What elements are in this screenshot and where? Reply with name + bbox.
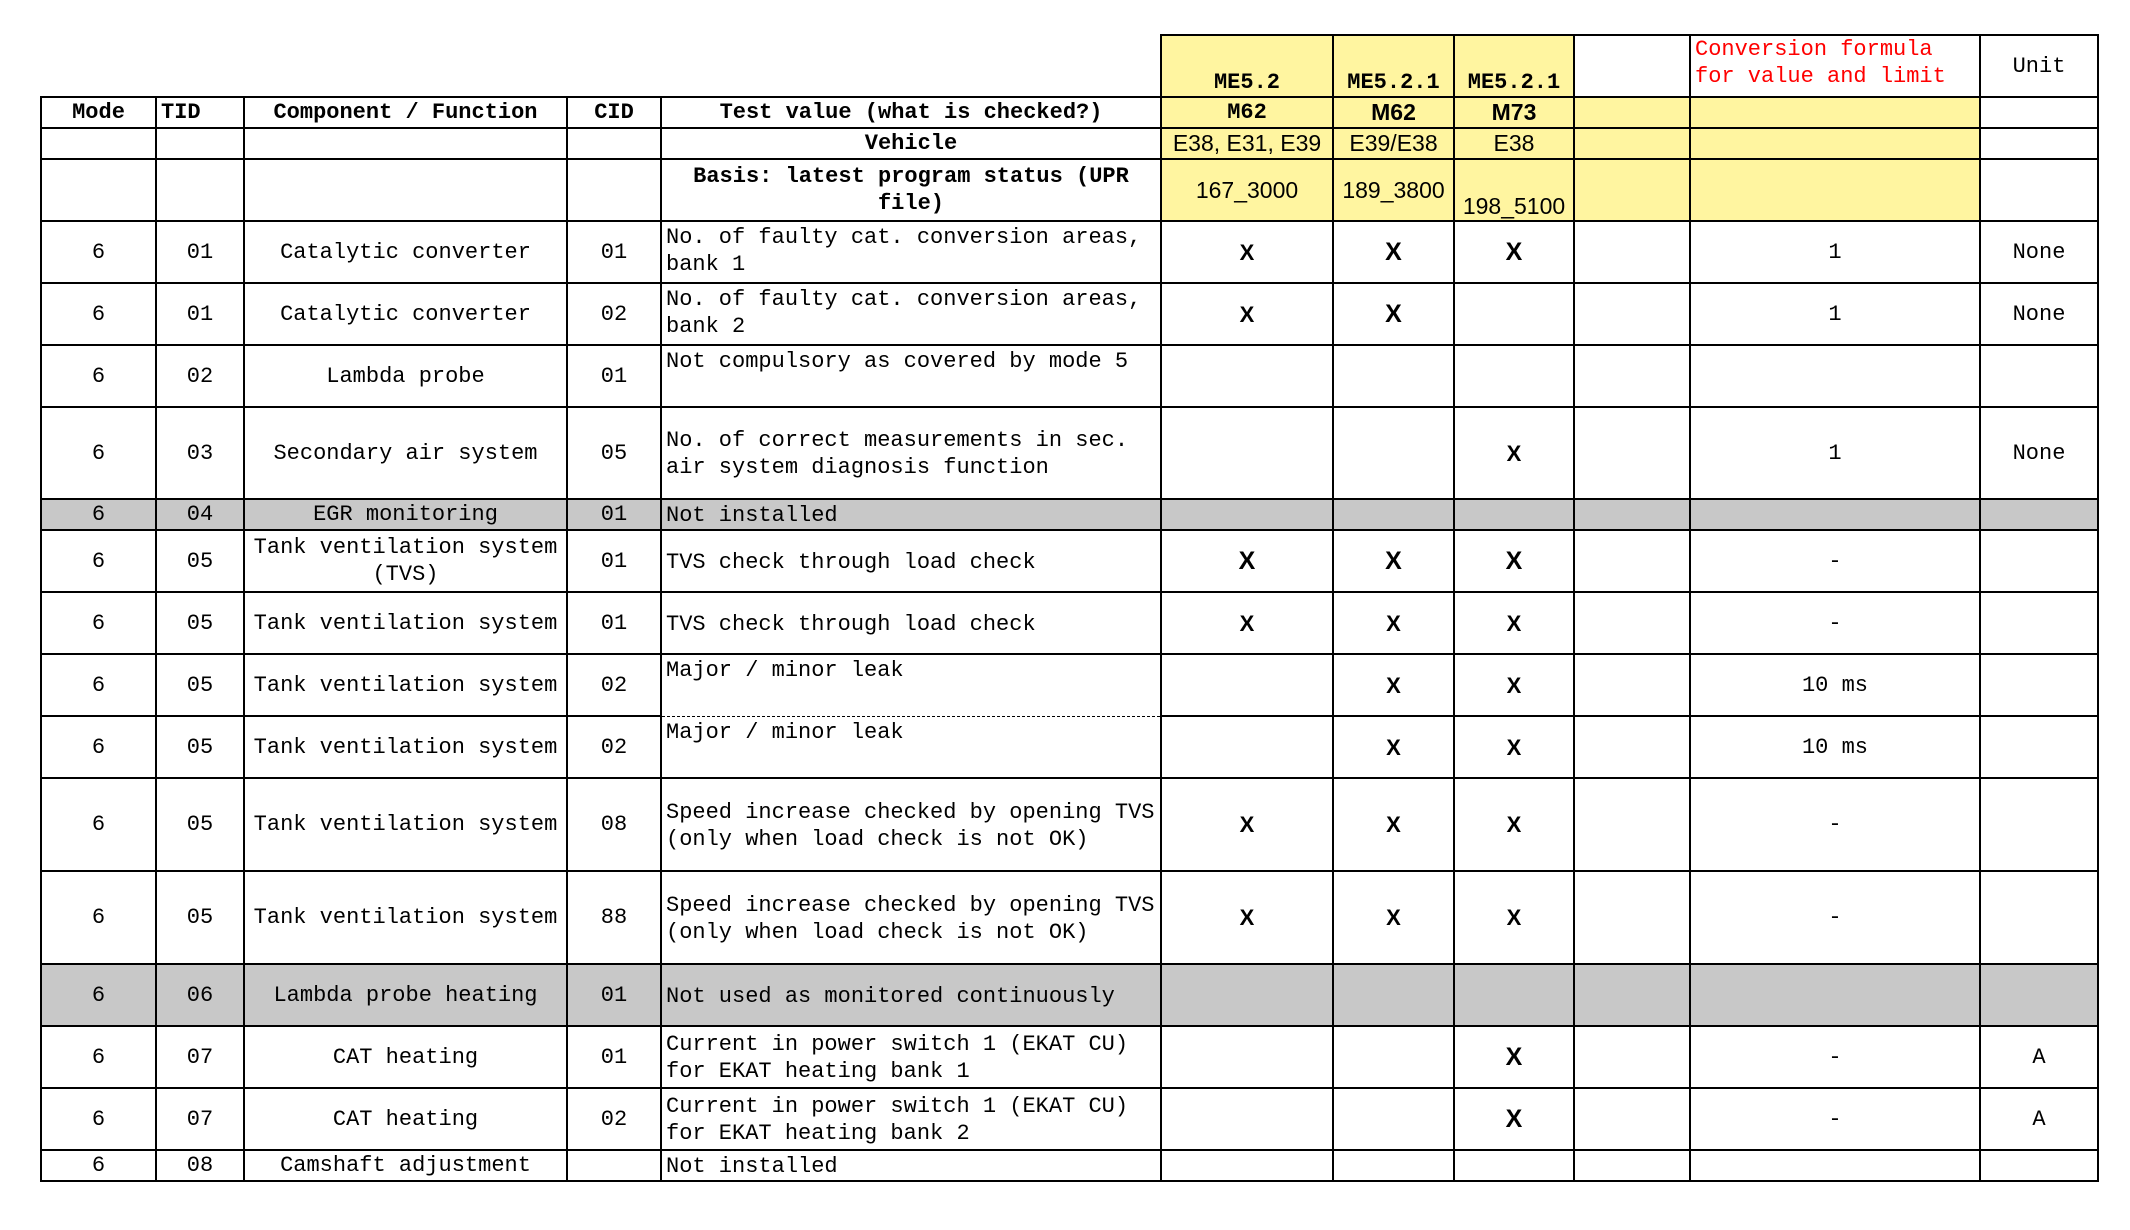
yellow-cell: [1690, 159, 1980, 221]
header-vehicle-row: [41, 128, 2098, 159]
cell-conversion: [1690, 964, 1980, 1026]
table-row: [41, 283, 2098, 345]
cell-mode: 6: [41, 964, 156, 1026]
cell-mode: 6: [41, 499, 156, 530]
yellow-cell: [1574, 128, 1690, 159]
cell-component: Tank ventilation system: [244, 592, 567, 654]
cell-test-value: Not compulsory as covered by mode 5: [661, 345, 1161, 407]
cell-unit: [1980, 499, 2098, 530]
cell-check-3: X: [1454, 778, 1574, 871]
cell-test-value: No. of faulty cat. conversion areas, bank 1: [661, 221, 1161, 283]
cell-unit: A: [1980, 1026, 2098, 1088]
col-cid: CID: [567, 97, 661, 128]
cell-check-3: X: [1454, 1088, 1574, 1150]
cell-test-value: Not installed: [661, 499, 1161, 530]
table-row: [41, 716, 2098, 778]
cell-tid: 05: [156, 530, 244, 592]
basis-label: Basis: latest program status (UPR file): [661, 159, 1161, 221]
cell-component: Lambda probe: [244, 345, 567, 407]
ecu-1: ME5.2: [1161, 35, 1333, 97]
cell-unit: [1980, 654, 2098, 716]
empty-cell: [1574, 592, 1690, 654]
col-tid: TID: [156, 97, 244, 128]
header-empty: [1574, 35, 1690, 97]
header-ecu-row: [41, 35, 2098, 97]
cell-test-value: Not installed: [661, 1150, 1161, 1181]
cell-check-1: [1161, 407, 1333, 499]
cell-check-2: [1333, 499, 1454, 530]
basis-1: 167_3000: [1161, 159, 1333, 221]
ecu-3: ME5.2.1: [1454, 35, 1574, 97]
cell-check-3: X: [1454, 530, 1574, 592]
cell-check-3: X: [1454, 407, 1574, 499]
obd-mode6-table: [40, 34, 2099, 1182]
cell-mode: 6: [41, 654, 156, 716]
empty-cell: [567, 159, 661, 221]
cell-conversion: -: [1690, 871, 1980, 964]
cell-tid: 01: [156, 283, 244, 345]
cell-unit: [1980, 1150, 2098, 1181]
cell-component: Tank ventilation system: [244, 871, 567, 964]
table-row: [41, 964, 2098, 1026]
cell-conversion: [1690, 1150, 1980, 1181]
cell-check-3: [1454, 964, 1574, 1026]
table-row: [41, 778, 2098, 871]
cell-check-1: [1161, 716, 1333, 778]
ecu-2: ME5.2.1: [1333, 35, 1454, 97]
cell-tid: 02: [156, 345, 244, 407]
empty-cell: [1574, 345, 1690, 407]
cell-check-2: X: [1333, 778, 1454, 871]
cell-check-1: X: [1161, 221, 1333, 283]
cell-component: Tank ventilation system (TVS): [244, 530, 567, 592]
cell-mode: 6: [41, 1026, 156, 1088]
cell-tid: 05: [156, 716, 244, 778]
cell-tid: 06: [156, 964, 244, 1026]
cell-conversion: 10 ms: [1690, 654, 1980, 716]
cell-tid: 04: [156, 499, 244, 530]
cell-tid: 05: [156, 778, 244, 871]
empty-cell: [1574, 407, 1690, 499]
header-spacer: [41, 35, 1161, 97]
cell-component: Tank ventilation system: [244, 654, 567, 716]
engine-2: M62: [1333, 97, 1454, 128]
cell-unit: [1980, 778, 2098, 871]
cell-test-value: No. of faulty cat. conversion areas, bank 2: [661, 283, 1161, 345]
cell-conversion: [1690, 345, 1980, 407]
table-row: [41, 592, 2098, 654]
table-row: [41, 1150, 2098, 1181]
basis-3: 198_5100: [1454, 159, 1574, 221]
cell-test-value: Speed increase checked by opening TVS (only when load check is not OK): [661, 778, 1161, 871]
empty-cell: [1574, 654, 1690, 716]
cell-check-2: X: [1333, 592, 1454, 654]
cell-check-2: [1333, 1026, 1454, 1088]
cell-cid: 08: [567, 778, 661, 871]
cell-check-1: X: [1161, 530, 1333, 592]
empty-cell: [1980, 128, 2098, 159]
cell-unit: [1980, 964, 2098, 1026]
cell-conversion: 1: [1690, 221, 1980, 283]
vehicle-1: E38, E31, E39: [1161, 128, 1333, 159]
table-row: [41, 345, 2098, 407]
table-row: [41, 499, 2098, 530]
table-row: [41, 1088, 2098, 1150]
empty-cell: [1574, 716, 1690, 778]
engine-1: M62: [1161, 97, 1333, 128]
cell-component: CAT heating: [244, 1026, 567, 1088]
cell-check-1: [1161, 1150, 1333, 1181]
cell-mode: 6: [41, 778, 156, 871]
cell-test-value: Current in power switch 1 (EKAT CU) for EKAT heating bank 2: [661, 1088, 1161, 1150]
cell-test-value: Major / minor leak: [661, 716, 1161, 778]
empty-cell: [567, 128, 661, 159]
table-row: [41, 221, 2098, 283]
unit-header: Unit: [1980, 35, 2098, 97]
cell-component: Catalytic converter: [244, 221, 567, 283]
cell-component: EGR monitoring: [244, 499, 567, 530]
cell-check-1: X: [1161, 283, 1333, 345]
cell-cid: 02: [567, 283, 661, 345]
cell-tid: 05: [156, 871, 244, 964]
cell-conversion: 10 ms: [1690, 716, 1980, 778]
empty-cell: [1980, 97, 2098, 128]
cell-test-value: No. of correct measurements in sec. air system diagnosis function: [661, 407, 1161, 499]
empty-cell: [1574, 530, 1690, 592]
table-row: [41, 407, 2098, 499]
cell-check-3: X: [1454, 592, 1574, 654]
cell-conversion: [1690, 499, 1980, 530]
table-row: [41, 654, 2098, 716]
vehicle-3: E38: [1454, 128, 1574, 159]
cell-conversion: -: [1690, 592, 1980, 654]
table-row: [41, 871, 2098, 964]
cell-conversion: -: [1690, 778, 1980, 871]
cell-conversion: -: [1690, 1088, 1980, 1150]
col-component: Component / Function: [244, 97, 567, 128]
cell-component: CAT heating: [244, 1088, 567, 1150]
empty-cell: [1574, 221, 1690, 283]
cell-cid: 01: [567, 221, 661, 283]
cell-unit: None: [1980, 407, 2098, 499]
cell-cid: 01: [567, 345, 661, 407]
cell-check-2: X: [1333, 221, 1454, 283]
cell-test-value: Speed increase checked by opening TVS (only when load check is not OK): [661, 871, 1161, 964]
header-columns-row: [41, 97, 2098, 128]
cell-test-value: Not used as monitored continuously: [661, 964, 1161, 1026]
cell-conversion: -: [1690, 1026, 1980, 1088]
cell-mode: 6: [41, 407, 156, 499]
cell-unit: [1980, 871, 2098, 964]
cell-component: Tank ventilation system: [244, 778, 567, 871]
cell-mode: 6: [41, 1088, 156, 1150]
cell-unit: A: [1980, 1088, 2098, 1150]
cell-cid: 01: [567, 964, 661, 1026]
cell-check-1: X: [1161, 778, 1333, 871]
cell-check-2: X: [1333, 871, 1454, 964]
cell-check-3: X: [1454, 654, 1574, 716]
cell-unit: [1980, 530, 2098, 592]
cell-cid: 02: [567, 716, 661, 778]
yellow-cell: [1574, 159, 1690, 221]
empty-cell: [1574, 1088, 1690, 1150]
empty-cell: [244, 159, 567, 221]
empty-cell: [1574, 283, 1690, 345]
basis-2: 189_3800: [1333, 159, 1454, 221]
cell-cid: 01: [567, 1026, 661, 1088]
cell-check-1: [1161, 499, 1333, 530]
cell-component: Secondary air system: [244, 407, 567, 499]
cell-cid: [567, 1150, 661, 1181]
engine-3: M73: [1454, 97, 1574, 128]
cell-cid: 02: [567, 654, 661, 716]
empty-cell: [156, 159, 244, 221]
header-basis-row: [41, 159, 2098, 221]
cell-mode: 6: [41, 345, 156, 407]
cell-tid: 01: [156, 221, 244, 283]
cell-test-value: Major / minor leak: [661, 654, 1161, 716]
cell-check-3: [1454, 1150, 1574, 1181]
cell-unit: [1980, 345, 2098, 407]
cell-tid: 07: [156, 1088, 244, 1150]
cell-check-2: [1333, 964, 1454, 1026]
yellow-cell: [1574, 97, 1690, 128]
cell-tid: 05: [156, 592, 244, 654]
cell-conversion: -: [1690, 530, 1980, 592]
cell-cid: 01: [567, 592, 661, 654]
cell-mode: 6: [41, 871, 156, 964]
cell-cid: 01: [567, 499, 661, 530]
cell-mode: 6: [41, 716, 156, 778]
cell-check-3: X: [1454, 871, 1574, 964]
cell-check-2: X: [1333, 654, 1454, 716]
cell-check-1: [1161, 1026, 1333, 1088]
empty-cell: [1574, 871, 1690, 964]
cell-check-3: [1454, 345, 1574, 407]
cell-check-3: X: [1454, 221, 1574, 283]
cell-unit: None: [1980, 221, 2098, 283]
cell-tid: 03: [156, 407, 244, 499]
cell-check-2: X: [1333, 716, 1454, 778]
cell-check-1: X: [1161, 592, 1333, 654]
cell-mode: 6: [41, 221, 156, 283]
cell-test-value: TVS check through load check: [661, 592, 1161, 654]
cell-unit: [1980, 716, 2098, 778]
empty-cell: [1574, 964, 1690, 1026]
cell-check-2: [1333, 1150, 1454, 1181]
empty-cell: [41, 128, 156, 159]
cell-unit: [1980, 592, 2098, 654]
cell-check-3: [1454, 499, 1574, 530]
cell-conversion: 1: [1690, 407, 1980, 499]
table-row: [41, 1026, 2098, 1088]
cell-check-1: [1161, 654, 1333, 716]
cell-check-3: X: [1454, 1026, 1574, 1088]
cell-mode: 6: [41, 283, 156, 345]
conversion-header: Conversion formula for value and limit: [1690, 35, 1980, 97]
cell-mode: 6: [41, 592, 156, 654]
cell-component: Lambda probe heating: [244, 964, 567, 1026]
cell-check-1: [1161, 345, 1333, 407]
vehicle-2: E39/E38: [1333, 128, 1454, 159]
empty-cell: [1980, 159, 2098, 221]
cell-tid: 07: [156, 1026, 244, 1088]
cell-mode: 6: [41, 1150, 156, 1181]
empty-cell: [156, 128, 244, 159]
cell-cid: 88: [567, 871, 661, 964]
cell-unit: None: [1980, 283, 2098, 345]
cell-conversion: 1: [1690, 283, 1980, 345]
cell-tid: 08: [156, 1150, 244, 1181]
cell-test-value: TVS check through load check: [661, 530, 1161, 592]
col-mode: Mode: [41, 97, 156, 128]
cell-cid: 02: [567, 1088, 661, 1150]
cell-check-2: [1333, 345, 1454, 407]
vehicle-label: Vehicle: [661, 128, 1161, 159]
cell-mode: 6: [41, 530, 156, 592]
empty-cell: [1574, 499, 1690, 530]
cell-check-2: X: [1333, 283, 1454, 345]
cell-test-value: Current in power switch 1 (EKAT CU) for EKAT heating bank 1: [661, 1026, 1161, 1088]
empty-cell: [1574, 1026, 1690, 1088]
cell-cid: 01: [567, 530, 661, 592]
cell-component: Tank ventilation system: [244, 716, 567, 778]
cell-check-1: [1161, 964, 1333, 1026]
empty-cell: [41, 159, 156, 221]
cell-component: Camshaft adjustment: [244, 1150, 567, 1181]
yellow-cell: [1690, 128, 1980, 159]
cell-check-2: X: [1333, 530, 1454, 592]
cell-check-3: X: [1454, 716, 1574, 778]
cell-tid: 05: [156, 654, 244, 716]
cell-check-2: [1333, 407, 1454, 499]
col-test-value: Test value (what is checked?): [661, 97, 1161, 128]
table-row: [41, 530, 2098, 592]
cell-component: Catalytic converter: [244, 283, 567, 345]
empty-cell: [1574, 778, 1690, 871]
cell-check-2: [1333, 1088, 1454, 1150]
cell-check-1: [1161, 1088, 1333, 1150]
empty-cell: [1574, 1150, 1690, 1181]
cell-check-3: [1454, 283, 1574, 345]
yellow-cell: [1690, 97, 1980, 128]
empty-cell: [244, 128, 567, 159]
cell-check-1: X: [1161, 871, 1333, 964]
cell-cid: 05: [567, 407, 661, 499]
